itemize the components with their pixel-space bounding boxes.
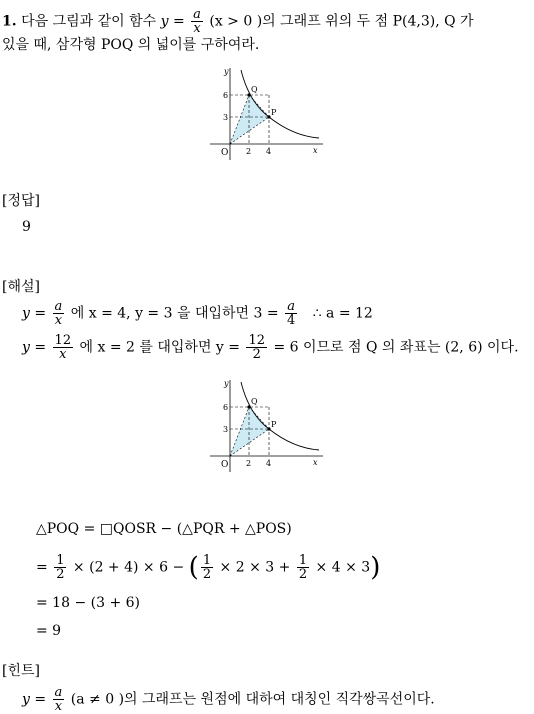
solution-header: [해설]: [2, 279, 40, 295]
answer-value: 9: [22, 219, 31, 235]
solution-line-1: y = $\frac{a}{x}$ 에 x = 4, y = 3 을 대입하면 3 = $\frac{a}{4}$ ∴ a = 12: [22, 299, 373, 328]
eq2-fraction-3: $\frac{1}{2}$: [298, 553, 308, 582]
graph2-axis-y: y: [224, 379, 229, 388]
graph1-axis-y: y: [224, 67, 229, 76]
problem-line-2: 있을 때, 삼각형 POQ 의 넓이를 구하여라.: [2, 37, 260, 53]
graph2-axis-x: x: [313, 458, 318, 467]
graph1-origin: O: [221, 148, 229, 158]
hint-line: y = $\frac{a}{x}$ (a ≠ 0 )의 그래프는 원점에 대하여 대칭인 직각쌍곡선이다.: [22, 685, 435, 714]
equation-line-1: △POQ = □QOSR − (△PQR + △POS): [36, 521, 292, 537]
solution-line-2: y = $\frac{12}{x}$ 에 x = 2 를 대입하면 y = $\frac{12}{2}$ = 6 이므로 점 Q 의 좌표는 (2, 6) 이다.: [22, 333, 519, 362]
graph2-point-p: P: [271, 420, 277, 429]
triangle-poq-2: [230, 407, 269, 456]
graph2-tick-4: 4: [266, 459, 272, 468]
graph2-tick-2: 2: [246, 459, 252, 468]
equation-line-4: = 9: [36, 623, 62, 639]
answer-header: [정답]: [2, 193, 40, 209]
problem-text-a: 다음 그림과 같이 함수: [21, 13, 157, 30]
graph-figure-2: [205, 374, 335, 474]
problem-func-cond: (x > 0 )의 그래프 위의 두 점 P(4,3), Q 가: [209, 13, 474, 30]
problem-func-lhs: y =: [160, 13, 185, 30]
graph-figure-1: [205, 62, 335, 162]
graph1-tick-4: 4: [266, 147, 272, 156]
triangle-poq: [230, 95, 269, 144]
eq2-fraction-2: $\frac{1}{2}$: [202, 553, 212, 582]
graph2-point-q: Q: [251, 397, 258, 406]
graph2-tick-6: 6: [223, 403, 229, 412]
solution-l2-fraction-b: $\frac{12}{2}$: [248, 333, 266, 362]
graph1-point-q: Q: [251, 85, 258, 94]
problem-func-fraction: $\frac{a}{x}$: [193, 7, 201, 36]
problem-line-1: [2, 8, 474, 35]
graph2-origin: O: [221, 460, 229, 470]
hint-header: [힌트]: [2, 663, 40, 679]
problem-number: 1.: [2, 13, 17, 30]
equation-line-2: = $\frac{1}{2}$ × (2 + 4) × 6 − ( $\frac{1}{2}$ × 2 × 3 + $\frac{1}{2}$ × 4 × 3): [36, 552, 381, 583]
hint-fraction: $\frac{a}{x}$: [54, 685, 63, 714]
solution-l1-fraction-a: $\frac{a}{x}$: [54, 299, 63, 328]
graph1-tick-6: 6: [223, 91, 229, 100]
eq2-fraction-1: $\frac{1}{2}$: [56, 553, 65, 582]
graph1-tick-2: 2: [246, 147, 252, 156]
graph1-axis-x: x: [313, 146, 318, 155]
graph2-tick-3: 3: [223, 425, 229, 434]
graph1-tick-3: 3: [223, 113, 229, 122]
graph1-point-p: P: [271, 108, 277, 117]
solution-l1-fraction-b: $\frac{a}{4}$: [287, 299, 296, 328]
equation-line-3: = 18 − (3 + 6): [36, 595, 140, 611]
solution-l2-fraction-a: $\frac{12}{x}$: [54, 333, 72, 362]
